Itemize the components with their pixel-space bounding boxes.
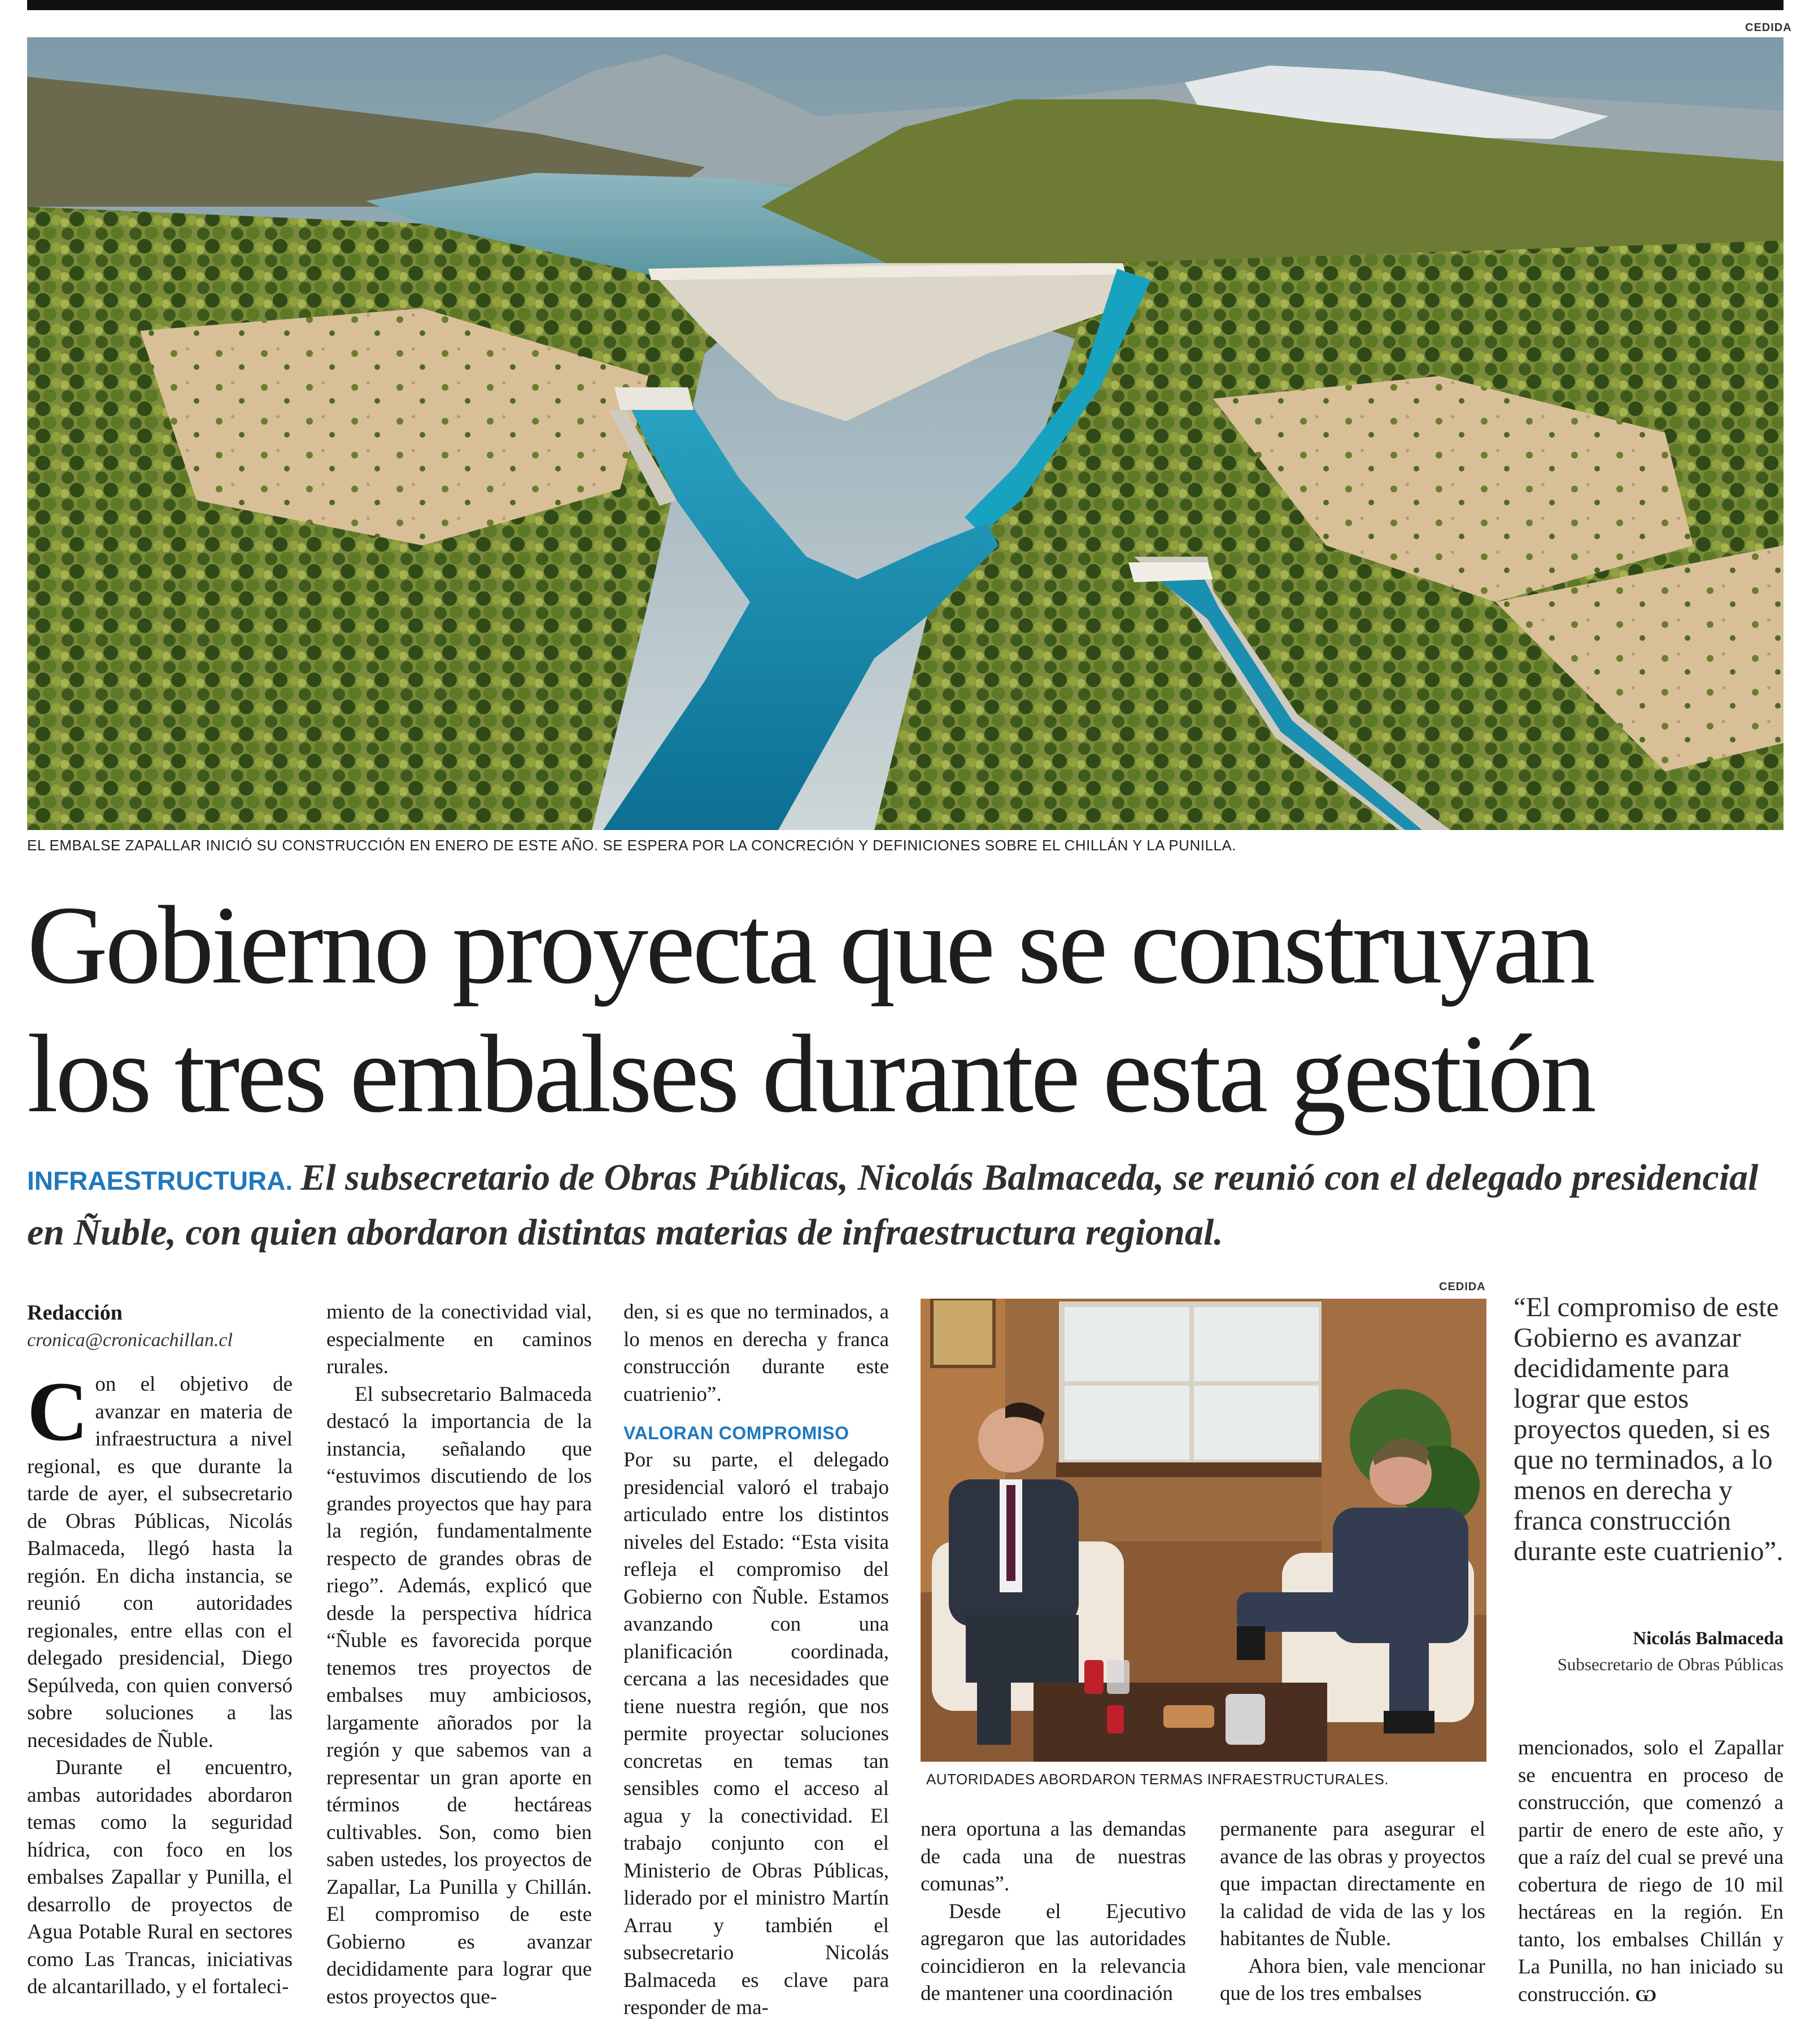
- paragraph-3: El subsecretario Balmaceda destacó la importancia de la instancia, señalando que “estuvimos discutiendo de los grandes proyectos que hay para la región, fundamentalmente respecto de grandes obras de riego”. Además, explicó que desde la perspectiva hídrica “Ñuble es favorecida porque tenemos tres proyectos de embalses muy ambiciosos, largamente añorados por la región y que sabemos van a representar un gran aporte en términos de hectáreas cultivables. Son, como bien saben ustedes, los proyectos de Zapallar, La Punilla y Chillán. El compromiso de este Gobierno es avanzar decididamente para lograr que estos proyectos que-: [326, 1382, 592, 2008]
- pull-quote-name: Nicolás Balmaceda: [1633, 1628, 1784, 1649]
- column-6: [1518, 1735, 1784, 2010]
- column-2: [326, 1299, 592, 2011]
- column-3: [623, 1299, 889, 2022]
- paragraph-5-continued: permanente para asegurar el avance de las obras y proyectos que impactan directamente en la calidad de vida de las y los habitantes de Ñuble.: [1220, 1818, 1485, 1950]
- hero-image-dam-rendering: [27, 37, 1784, 830]
- top-rule: [27, 0, 1784, 10]
- column-5: [1220, 1816, 1485, 2008]
- byline-email: cronica@cronicachillan.cl: [27, 1330, 233, 1351]
- paragraph-3-continued: den, si es que no terminados, a lo menos en derecha y franca construcción durante este cuatrienio”.: [623, 1300, 889, 1406]
- column-1: [27, 1299, 293, 2001]
- pull-quote-role: Subsecretario de Obras Públicas: [1557, 1654, 1784, 1674]
- section-subtitle: VALORAN COMPROMISO: [623, 1423, 849, 1443]
- headline: [27, 881, 1789, 1138]
- photo2-caption: AUTORIDADES ABORDARON TERMAS INFRAESTRUCTURALES.: [926, 1771, 1389, 1788]
- hero-photo-credit: CEDIDA: [1745, 21, 1792, 34]
- headline-line-2: los tres embalses durante esta gestión: [27, 1012, 1594, 1135]
- paragraph-6-continued-text: mencionados, solo el Zapallar se encuentra en proceso de construcción, que comenzó a partir de enero de este año, y que a raíz del cual se prevé una cobertura de riego de 10 mil hectáreas en la región. En tanto, los embalses Chillán y La Punilla, no han iniciado su construcción.: [1518, 1736, 1784, 2006]
- photo2-credit: CEDIDA: [1439, 1281, 1486, 1293]
- paragraph-1-text: on el objetivo de avanzar en materia de infraestructura a nivel regional, es que durante la tarde de ayer, el subsecretario de Obras Públicas, Nicolás Balmaceda, llegó hasta la región. En dicha instancia, se reunió con autoridades regionales, entre ellas con el delegado presidencial, Diego Sepúlveda, con quien conversó sobre soluciones a las necesidades de Ñuble.: [27, 1373, 293, 1752]
- paragraph-5: Desde el Ejecutivo agregaron que las autoridades coincidieron en la relevancia de mantener una coordinación: [921, 1899, 1186, 2005]
- paragraph-2-continued: miento de la conectividad vial, especialmente en caminos rurales.: [326, 1300, 592, 1378]
- subhead-text: El subsecretario de Obras Públicas, Nicolás Balmaceda, se reunió con el delegado presidencial en Ñuble, con quien abordaron distintas materias de infraestructura regional.: [27, 1157, 1759, 1253]
- drop-cap: C: [27, 1365, 89, 1458]
- paragraph-1: [27, 1365, 293, 1754]
- column-4: [921, 1816, 1186, 2008]
- section-kicker: INFRAESTRUCTURA.: [27, 1166, 293, 1195]
- paragraph-4: Por su parte, el delegado presidencial valoró el trabajo articulado entre los distintos niveles del Estado: “Esta visita refleja el compromiso del Gobierno con Ñuble. Estamos avanzando con una planificación coordinada, cercana a las necesidades que tiene nuestra región, que nos permite proyectar soluciones concretas en temas tan sensibles como el acceso al agua y la conectividad. El trabajo conjunto con el Ministerio de Obras Públicas, liderado por el ministro Martín Arrau y también el subsecretario Nicolás Balmaceda es clave para responder de ma-: [623, 1448, 889, 2019]
- paragraph-6: Ahora bien, vale mencionar que de los tres embalses: [1220, 1954, 1485, 2005]
- paragraph-2: Durante el encuentro, ambas autoridades abordaron temas como la seguridad hídrica, con foco en los embalses Zapallar y Punilla, el desarrollo de proyectos de Agua Potable Rural en sectores como Las Trancas, iniciativas de alcantarillado, y el fortaleci-: [27, 1756, 293, 1998]
- byline-author: Redacción: [27, 1301, 123, 1325]
- subhead: [27, 1152, 1784, 1259]
- photo-meeting: [921, 1299, 1486, 1762]
- paragraph-4-continued: nera oportuna a las demandas de cada una de nuestras comunas”.: [921, 1818, 1186, 1895]
- pull-quote: “El compromiso de este Gobierno es avanzar decididamente para lograr que estos proyectos queden, si es que no terminados, a lo menos en derecha y franca construcción durante este cuatrienio”.: [1514, 1291, 1784, 1566]
- headline-line-1: Gobierno proyecta que se construyan: [27, 883, 1593, 1007]
- hero-caption: EL EMBALSE ZAPALLAR INICIÓ SU CONSTRUCCIÓN EN ENERO DE ESTE AÑO. SE ESPERA POR LA CONCRECIÓN Y DEFINICIONES SOBRE EL CHILLÁN Y LA PUNILLA.: [27, 837, 1236, 854]
- end-mark-icon: Ѡ: [1635, 1986, 1657, 2005]
- paragraph-6-continued: [1518, 1735, 1784, 2010]
